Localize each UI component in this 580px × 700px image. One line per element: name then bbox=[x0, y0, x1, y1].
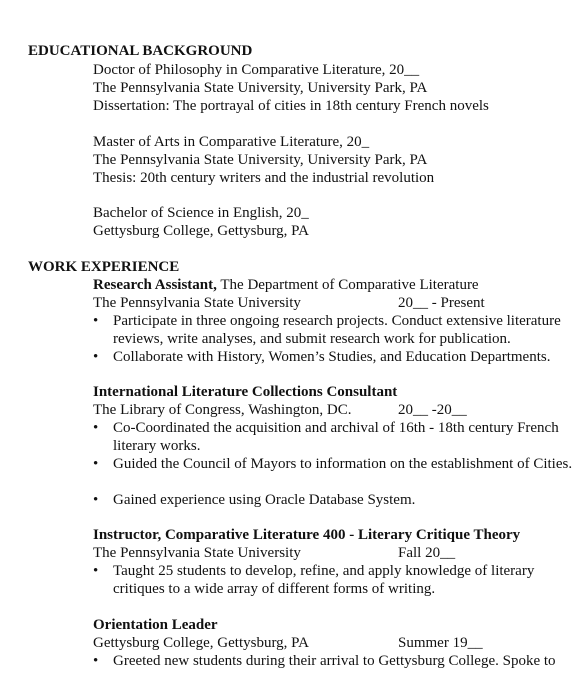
bullet-marker: • bbox=[93, 313, 99, 329]
job-dates: Summer 19__ bbox=[398, 635, 483, 651]
work-heading: WORK EXPERIENCE bbox=[28, 259, 180, 275]
bs-school: Gettysburg College, Gettysburg, PA bbox=[93, 223, 309, 239]
phd-degree: Doctor of Philosophy in Comparative Literature, 20__ bbox=[93, 62, 420, 78]
phd-school: The Pennsylvania State University, University Park, PA bbox=[93, 80, 428, 96]
bullet-marker: • bbox=[93, 563, 99, 579]
bullet-marker: • bbox=[93, 653, 99, 669]
ma-degree: Master of Arts in Comparative Literature, 20_ bbox=[93, 134, 370, 150]
job-title bbox=[93, 616, 218, 634]
job-title bbox=[93, 383, 397, 401]
job-bullet: Taught 25 students to develop, refine, and apply knowledge of literary critiques to a wide array of different forms of writing. bbox=[113, 563, 535, 597]
education-heading: EDUCATIONAL BACKGROUND bbox=[28, 43, 253, 59]
bullet-marker: • bbox=[93, 349, 99, 365]
job-title bbox=[93, 526, 520, 544]
job-employer: The Pennsylvania State University bbox=[93, 545, 301, 561]
job-employer: The Library of Congress, Washington, DC. bbox=[93, 402, 352, 418]
job-employer: The Pennsylvania State University bbox=[93, 295, 301, 311]
ma-thesis: Thesis: 20th century writers and the industrial revolution bbox=[93, 170, 435, 186]
ma-school: The Pennsylvania State University, University Park, PA bbox=[93, 152, 428, 168]
bullet-marker: • bbox=[93, 492, 99, 508]
job-title-bold: Orientation Leader bbox=[93, 617, 218, 633]
job-title bbox=[93, 276, 479, 294]
job-title-rest: The Department of Comparative Literature bbox=[216, 277, 479, 293]
job-bullet: Collaborate with History, Women’s Studies, and Education Departments. bbox=[113, 349, 551, 365]
job-title-bold: Research Assistant, bbox=[93, 277, 217, 293]
job-title-bold: Instructor, Comparative Literature 400 - Literary Critique Theory bbox=[93, 527, 521, 543]
job-dates: Fall 20__ bbox=[398, 545, 456, 561]
job-title-bold: International Literature Collections Consultant bbox=[93, 384, 398, 400]
job-bullet: Guided the Council of Mayors to information on the establishment of Cities. bbox=[113, 456, 573, 472]
job-bullet: Greeted new students during their arrival to Gettysburg College. Spoke to bbox=[113, 653, 556, 669]
job-bullet: Co-Coordinated the acquisition and archival of 16th - 18th century French literary works. bbox=[113, 420, 559, 454]
job-dates: 20__ - Present bbox=[398, 295, 485, 311]
job-bullet: Participate in three ongoing research projects. Conduct extensive literature reviews, write analyses, and submit research work for publication. bbox=[113, 313, 561, 347]
job-bullet: Gained experience using Oracle Database System. bbox=[113, 492, 416, 508]
job-dates: 20__ -20__ bbox=[398, 402, 467, 418]
bullet-marker: • bbox=[93, 420, 99, 436]
phd-dissertation: Dissertation: The portrayal of cities in 18th century French novels bbox=[93, 98, 489, 114]
bullet-marker: • bbox=[93, 456, 99, 472]
job-employer: Gettysburg College, Gettysburg, PA bbox=[93, 635, 309, 651]
bs-degree: Bachelor of Science in English, 20_ bbox=[93, 205, 309, 221]
